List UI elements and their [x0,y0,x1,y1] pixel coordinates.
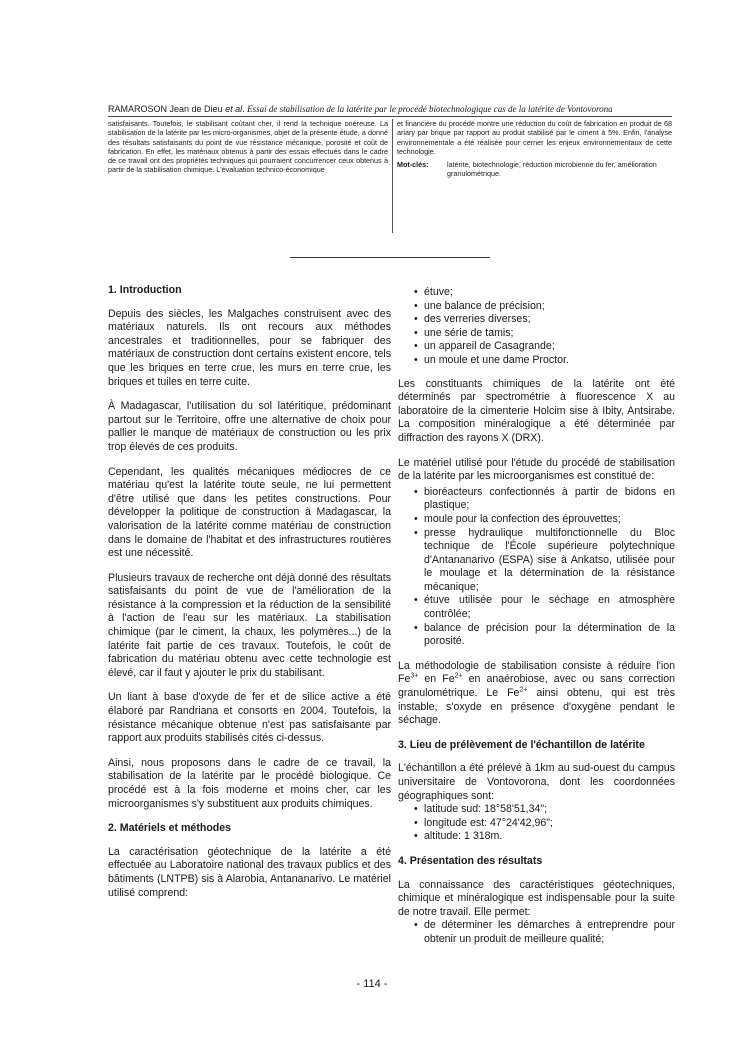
heading-introduction: 1. Introduction [108,284,182,296]
paragraph: À Madagascar, l'utilisation du sol latéritique, prédominant partout sur le Territoire, offre une alternative de choix pour pallier le manque de matériaux de construction ou les prix trop élevés de ces produits. [108,400,391,453]
keywords-label: Mot-clés: [397,160,429,170]
superscript: 2+ [454,672,463,680]
paragraph-methodology [398,660,675,728]
list-item: • une balance de précision; [398,300,675,314]
paragraph: Depuis des siècles, les Malgaches construisent avec des matériaux naturels. Ils ont recours aux méthodes ancestrales et traditionnelles, pour se fabriquer des matériaux de construction dont certains existent encore, tels que les briques en terre crue, les murs en terre crue, les briques et tuiles en terre cuite. [108,307,391,388]
abstract-block [108,119,672,235]
page-number: - 114 - [356,978,388,990]
left-column [108,284,391,911]
paragraph: La caractérisation géotechnique de la latérite a été effectuée au Laboratoire national des travaux publics et des bâtiments (LNTPB) sis à Alarobia, Antananarivo. Le matériel utilisé comprend: [108,845,391,899]
heading-results: 4. Présentation des résultats [398,854,543,867]
keywords-text: latérite, biotechnologie, réduction microbienne du fer, amélioration granulométrique. [447,160,657,179]
coordinates-list [398,803,675,844]
paragraph: Les constituants chimiques de la latérite ont été déterminés par spectrométrie à fluorescence X au laboratoire de la cimenterie Holcim sise à Ibity, Antsirabe. La composition minéralogique a été déterminée par diffraction des rayons X (DRX). [398,377,675,444]
abstract-divider [392,119,393,233]
paragraph: Le matériel utilisé pour l'étude du procédé de stabilisation de la latérite par les microorganismes est constitué de: [398,456,675,483]
running-header: RAMAROSON Jean de Dieu et al. Essai de stabilisation de la latérite par le procédé biotechnologique cas de la latérite de Vontovorona [108,104,672,117]
paragraph: Ainsi, nous proposons dans le cadre de ce travail, la stabilisation de la latérite par le procédé biologique. Ce procédé est à la fois moderne et moins cher, car les microorganismes s'y substituent aux produits chimiques. [108,756,391,810]
paragraph: Plusieurs travaux de recherche ont déjà donné des résultats satisfaisants du point de vue de l'amélioration de la résistance à la compression et la réduction de la sensibilité à l'action de l'eau sur les matériaux. La stabilisation chimique (par le ciment, la chaux, les polymères...) de la latérite fait partie de ces travaux. Toutefois, le coût de fabrication du matériau obtenu avec cette technologie est élevé, car il faut y ajouter le prix du stabilisant. [108,571,391,679]
paragraph: L'échantillon a été prélevé à 1km au sud-ouest du campus universitaire de Vontovorona, dont les coordonnées géographiques sont: [398,762,675,802]
heading-site: 3. Lieu de prélèvement de l'échantillon de latérite [398,738,645,751]
list-item: • balance de précision pour la détermination de la porosité. [398,622,675,649]
superscript: 2+ [519,686,528,694]
equipment-list [398,286,675,368]
list-item: • moule pour la confection des éprouvettes; [398,513,675,527]
text-span: en Fe [418,673,455,686]
text-span: en anaérobiose, avec ou sans correction granulométrique. Le Fe [398,673,675,700]
list-item: • bioréacteurs confectionnés à partir de bidons en plastique; [398,486,675,513]
header-etal: et al [225,104,243,114]
paragraph: Un liant à base d'oxyde de fer et de silice active a été élaboré par Randriana et consorts en 2004. Toutefois, la résistance mécanique obtenue n'est pas satisfaisante par rapport aux produits stabilisés cités ci-dessus. [108,691,391,745]
text-span: ainsi obtenu, qui est très instable, s'oxyde en présence d'oxygène pendant le séchage. [398,687,675,727]
header-title: Essai de stabilisation de la latérite par le procédé biotechnologique cas de la latérite de Vontovorona [247,104,613,114]
section-separator [290,257,490,258]
list-item: • des verreries diverses; [398,313,675,327]
results-list [398,919,675,946]
list-item: • de déterminer les démarches à entreprendre pour obtenir un produit de meilleure qualité; [398,919,675,946]
keywords-row [397,160,672,179]
list-item: • un moule et une dame Proctor. [398,354,675,368]
text-span: La méthodologie de stabilisation consiste à réduire l'ion Fe [398,659,675,686]
paragraph: La connaissance des caractéristiques géotechniques, chimique et minéralogique est indispensable pour la suite de notre travail. Elle permet: [398,878,675,918]
superscript: 3+ [410,672,419,680]
list-item: • latitude sud: 18°58'51,34"; [398,803,675,817]
abstract-right-text: et financière du procédé montre une réduction du coût de fabrication en produit de 68 ariary par brique par rapport au produit stabilisé par le ciment à 5%. Enfin, l'analyse environnementale a été réalisée pour cerner les enjeux environnementaux de cette technologie. [397,119,672,156]
list-item: • étuve; [398,286,675,300]
heading-materials: 2. Matériels et méthodes [108,822,232,835]
list-item: • un appareil de Casagrande; [398,340,675,354]
right-column [398,286,675,958]
paragraph: Cependant, les qualités mécaniques médiocres de ce matériau qu'est la latérite toute seule, ne lui permettent d'être utilisé que dans les petites constructions. Pour développer la politique de construction à Madagascar, la valorisation de la latérite comme matériau de construction dans le domaine de l'habitat et des infrastructures routières est une nécessité. [108,465,391,560]
list-item: • presse hydraulique multifonctionnelle du Bloc technique de l'École supérieure polytechnique d'Antananarivo (ESPA) sise à Ankatso, utilisée pour le moulage et la détermination de la résistance mécanique; [398,527,675,595]
list-item: • une série de tamis; [398,327,675,341]
list-item: • altitude: 1 318m. [398,830,675,844]
list-item: • longitude est: 47°24'42,96"; [398,817,675,831]
list-item: • étuve utilisée pour le séchage en atmosphère contrôlée; [398,594,675,621]
abstract-left: satisfaisants. Toutefois, le stabilisant coûtant cher, il rend la technique onéreuse. La stabilisation de la latérite par les micro-organismes, objet de la présente étude, a donné des résultats satisfaisants du point de vue résistance mécanique, porosité et coût de fabrication. En effet, les matériaux obtenus à partir des essais effectués dans le cadre de ce travail ont des propriétés techniques qui pourraient concurrencer ceux obtenus à partir de la stabilisation chimique. L'évaluation technico-économique [108,119,388,175]
header-authors: RAMAROSON Jean de Dieu [108,104,223,114]
abstract-right [397,119,672,179]
stabilisation-equipment-list [398,486,675,649]
